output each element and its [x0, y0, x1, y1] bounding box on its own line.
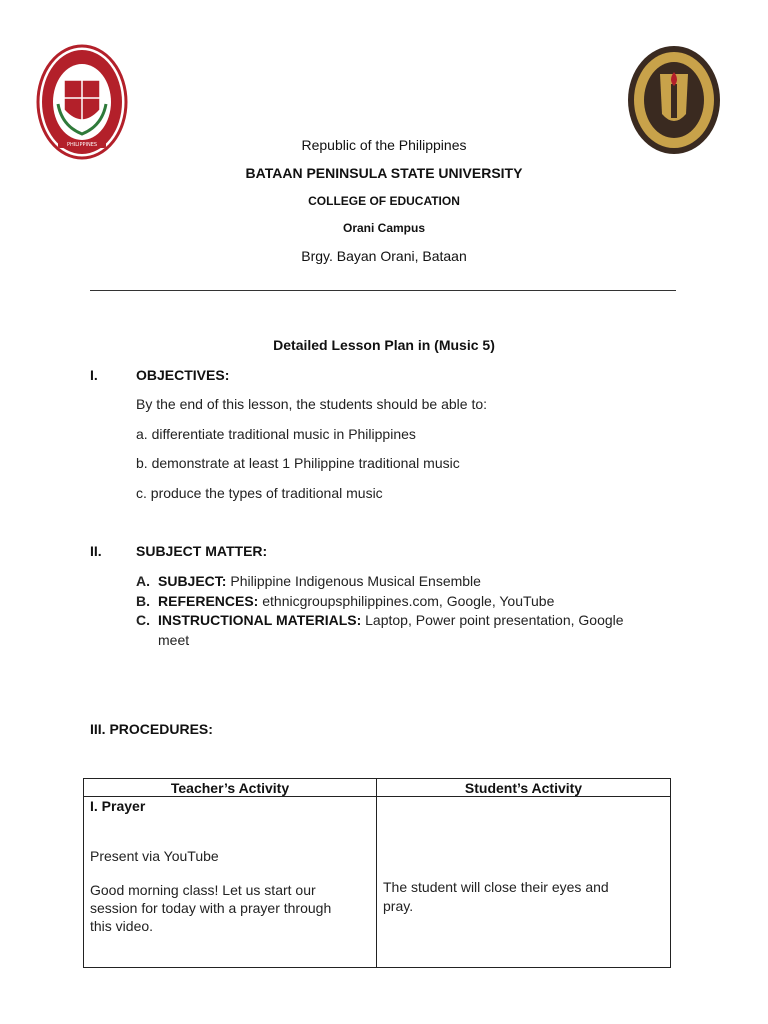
table-row: [84, 797, 671, 968]
item-value-continued: meet: [158, 632, 190, 648]
item-label: REFERENCES:: [158, 593, 259, 609]
item-value: Laptop, Power point presentation, Google: [365, 612, 624, 628]
objective-item: b. demonstrate at least 1 Philippine traditional music: [136, 455, 460, 471]
objectives-number: I.: [90, 367, 98, 383]
teacher-activity-header: Teacher’s Activity: [84, 779, 377, 797]
subject-matter-item: [136, 573, 481, 589]
teacher-paragraph-line: session for today with a prayer through: [90, 900, 332, 916]
objective-item: c. produce the types of traditional music: [136, 485, 383, 501]
item-letter: B.: [136, 593, 150, 609]
header-divider: [90, 290, 676, 291]
item-value: ethnicgroupsphilippines.com, Google, YouTube: [262, 593, 555, 609]
item-letter: A.: [136, 573, 150, 589]
country-name: Republic of the Philippines: [301, 137, 467, 153]
procedures-table: [83, 778, 671, 968]
university-name: BATAAN PENINSULA STATE UNIVERSITY: [245, 165, 523, 181]
student-activity-header: Student’s Activity: [377, 779, 671, 797]
subject-matter-item: [136, 593, 554, 609]
teacher-activity-cell: [84, 797, 377, 968]
objectives-heading: OBJECTIVES:: [136, 367, 230, 383]
svg-text:PHILIPPINES: PHILIPPINES: [66, 142, 98, 148]
table-header-row: [84, 779, 671, 797]
student-line: pray.: [383, 898, 414, 914]
item-label: INSTRUCTIONAL MATERIALS:: [158, 612, 362, 628]
student-activity-cell: [377, 797, 671, 968]
activity-title: I. Prayer: [90, 798, 146, 814]
subject-matter-heading: SUBJECT MATTER:: [136, 543, 268, 559]
item-value: Philippine Indigenous Musical Ensemble: [230, 573, 481, 589]
teacher-paragraph-line: Good morning class! Let us start our: [90, 882, 316, 898]
subject-matter-item: [136, 612, 624, 628]
lesson-plan-title: Detailed Lesson Plan in (Music 5): [273, 337, 495, 353]
student-line: The student will close their eyes and: [383, 879, 609, 895]
college-name: COLLEGE OF EDUCATION: [308, 194, 460, 208]
teacher-line: Present via YouTube: [90, 848, 219, 864]
campus-address: Brgy. Bayan Orani, Bataan: [301, 248, 467, 264]
subject-matter-number: II.: [90, 543, 102, 559]
item-label: SUBJECT:: [158, 573, 227, 589]
procedures-heading: III. PROCEDURES:: [90, 721, 213, 737]
objectives-intro: By the end of this lesson, the students should be able to:: [136, 396, 488, 412]
teacher-paragraph-line: this video.: [90, 918, 154, 934]
campus-name: Orani Campus: [342, 221, 426, 235]
objective-item: a. differentiate traditional music in Philippines: [136, 426, 416, 442]
item-letter: C.: [136, 612, 150, 628]
